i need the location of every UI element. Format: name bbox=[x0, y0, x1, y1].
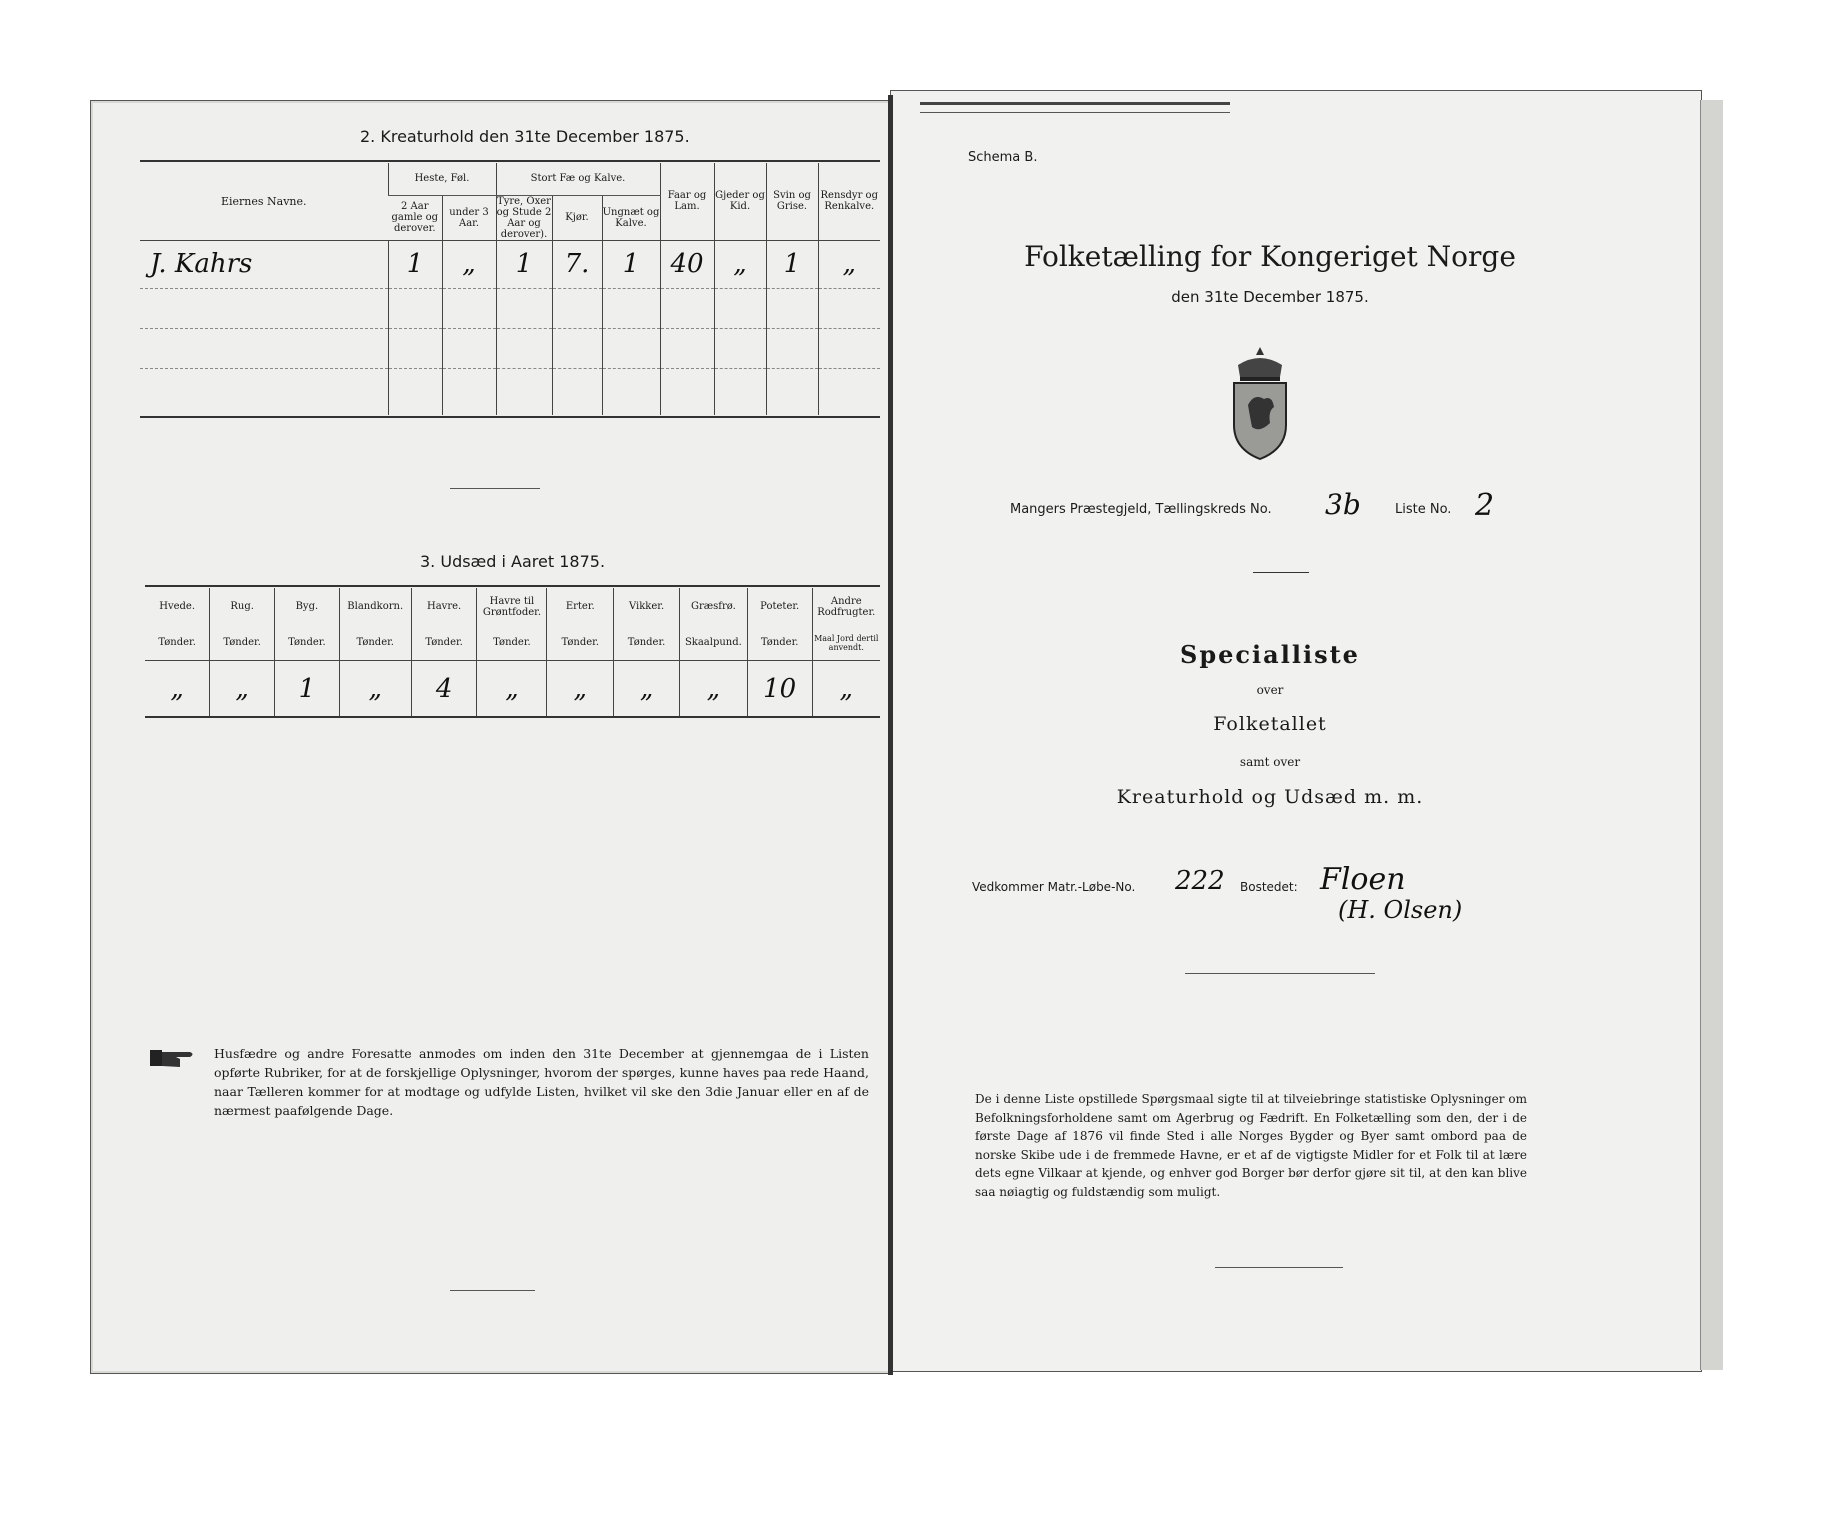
divider bbox=[1185, 973, 1375, 974]
specialliste-title: Specialliste bbox=[1180, 640, 1360, 669]
over-text: over bbox=[1256, 683, 1284, 697]
owner-name: J. Kahrs bbox=[150, 249, 253, 279]
cell-cows: 7. bbox=[552, 240, 602, 288]
folketallet-text: Folketallet bbox=[1213, 713, 1327, 735]
kreaturhold-text: Kreaturhold og Udsæd m. m. bbox=[1116, 786, 1424, 808]
section3-title: 3. Udsæd i Aaret 1875. bbox=[420, 552, 606, 571]
seed-cell-rye: „ bbox=[210, 661, 275, 717]
notice-text: Husfædre og andre Foresatte anmodes om inden den 31te December at gjennemgaa de i Listen opførte Rubriker, for at de forskjellige Oplysninger, hvorom der spørges, kunne haves paa rede Haand, naar Tælleren kommer for at modtage og udfylde Listen, hvilket vil ske den 3die Januar eller en af de nærmest paafølgende Dage. bbox=[214, 1046, 869, 1118]
sub-horses-old: 2 Aar gamle og derover. bbox=[391, 201, 439, 234]
cell-sheep: 40 bbox=[660, 240, 714, 288]
table-rule bbox=[140, 160, 880, 162]
seed-unit: Tønder. bbox=[210, 626, 275, 661]
seed-cell-barley: 1 bbox=[275, 661, 340, 717]
seed-cell-roots: „ bbox=[812, 661, 880, 717]
seed-unit: Tønder. bbox=[411, 626, 477, 661]
samt-over-text: samt over bbox=[1239, 755, 1301, 769]
district-number: 3b bbox=[1325, 488, 1361, 521]
seed-header-oats: Havre. bbox=[411, 588, 477, 626]
seed-cell-oats: 4 bbox=[411, 661, 477, 717]
divider bbox=[450, 1290, 535, 1291]
header-rule bbox=[920, 102, 1230, 105]
page-edge bbox=[1700, 100, 1723, 1370]
sub-calves: Ungnæt og Kalve. bbox=[602, 195, 660, 240]
cell-calves: 1 bbox=[602, 240, 660, 288]
seed-unit: Skaalpund. bbox=[679, 626, 747, 661]
divider bbox=[1253, 572, 1309, 573]
divider bbox=[450, 488, 540, 489]
header-reindeer: Rensdyr og Renkalve. bbox=[818, 163, 880, 240]
explanatory-note: De i denne Liste opstillede Spørgsmaal sigte til at tilveiebringe statistiske Oplysninger om Befolkningsforholdene samt om Agerbrug og Fædrift. En Folketælling som den, der i de første Dage af 1876 vil finde Sted i alle Norges Bygder og Byer samt ombord paa de norske Skibe ude i de fremmede Havne, er et af de vigtigste Midler for et Folk til at lære dets egne Vilkaar at kjende, og enhver god Borger bør derfor gjøre sit til, at den kan blive saa nøiagtig og fuldstændig som muligt. bbox=[975, 1092, 1527, 1199]
seed-header-barley: Byg. bbox=[275, 588, 340, 626]
seed-header-mixed: Blandkorn. bbox=[339, 588, 411, 626]
header-horses: Heste, Føl. bbox=[388, 163, 496, 195]
seed-cell-peas: „ bbox=[547, 661, 614, 717]
liste-number: 2 bbox=[1475, 488, 1495, 523]
seed-unit: Tønder. bbox=[547, 626, 614, 661]
header-pigs: Svin og Grise. bbox=[766, 163, 818, 240]
seed-header-roots: Andre Rodfrugter. bbox=[812, 588, 880, 626]
seed-unit: Tønder. bbox=[339, 626, 411, 661]
seed-cell-mixed: „ bbox=[339, 661, 411, 717]
seed-header-vetch: Vikker. bbox=[614, 588, 680, 626]
seed-cell-wheat: „ bbox=[170, 673, 184, 704]
census-date: den 31te December 1875. bbox=[1171, 288, 1369, 306]
seed-header-wheat: Hvede. bbox=[159, 601, 196, 613]
divider bbox=[1215, 1267, 1343, 1268]
coat-of-arms-icon bbox=[1220, 345, 1300, 463]
pointing-hand-icon bbox=[150, 1047, 196, 1069]
cell-horses-young: „ bbox=[442, 240, 496, 288]
cell-horses-old: 1 bbox=[388, 240, 442, 288]
cell-goats: „ bbox=[714, 240, 766, 288]
sub-bulls: Tyre, Oxer og Stude 2 Aar og derover). bbox=[496, 195, 552, 240]
seed-cell-grass: „ bbox=[679, 661, 747, 717]
seed-cell-green-oats: „ bbox=[477, 661, 547, 717]
binding bbox=[888, 95, 893, 1375]
header-goats: Gjeder og Kid. bbox=[714, 163, 766, 240]
section2-title: 2. Kreaturhold den 31te December 1875. bbox=[360, 127, 690, 146]
seed-unit: Tønder. bbox=[747, 626, 812, 661]
seed-unit: Tønder. bbox=[275, 626, 340, 661]
seed-unit: Tønder. bbox=[477, 626, 547, 661]
seed-header-rye: Rug. bbox=[210, 588, 275, 626]
matr-label: Vedkommer Matr.-Løbe-No. bbox=[972, 880, 1136, 894]
seed-header-peas: Erter. bbox=[547, 588, 614, 626]
header-cattle: Stort Fæ og Kalve. bbox=[496, 163, 660, 195]
cell-bulls: 1 bbox=[496, 240, 552, 288]
census-title: Folketælling for Kongeriget Norge bbox=[1024, 240, 1516, 273]
district-label: Mangers Præstegjeld, Tællingskreds No. bbox=[1010, 502, 1272, 517]
header-sheep: Faar og Lam. bbox=[660, 163, 714, 240]
cell-reindeer: „ bbox=[818, 240, 880, 288]
liste-label: Liste No. bbox=[1395, 502, 1452, 517]
table-rule bbox=[145, 585, 880, 587]
seed-cell-vetch: „ bbox=[614, 661, 680, 717]
seed-cell-potatoes: 10 bbox=[747, 661, 812, 717]
owner-value: (H. Olsen) bbox=[1338, 896, 1463, 924]
header-rule bbox=[920, 112, 1230, 113]
livestock-table bbox=[140, 163, 880, 415]
sub-horses-young: under 3 Aar. bbox=[442, 195, 496, 240]
seed-table bbox=[145, 588, 880, 718]
matr-number: 222 bbox=[1175, 866, 1225, 896]
schema-label: Schema B. bbox=[968, 150, 1038, 165]
sub-cows: Kjør. bbox=[552, 195, 602, 240]
bostedet-value: Floen bbox=[1320, 862, 1406, 897]
seed-header-green-oats: Havre til Grøntfoder. bbox=[477, 588, 547, 626]
seed-unit: Maal Jord dertil anvendt. bbox=[812, 626, 880, 661]
seed-header-potatoes: Poteter. bbox=[747, 588, 812, 626]
seed-unit: Tønder. bbox=[614, 626, 680, 661]
table-rule bbox=[140, 416, 880, 418]
seed-unit: Tønder. bbox=[158, 637, 196, 649]
owner-header: Eiernes Navne. bbox=[220, 194, 307, 208]
cell-pigs: 1 bbox=[766, 240, 818, 288]
seed-header-grass: Græsfrø. bbox=[679, 588, 747, 626]
bostedet-label: Bostedet: bbox=[1240, 880, 1298, 894]
